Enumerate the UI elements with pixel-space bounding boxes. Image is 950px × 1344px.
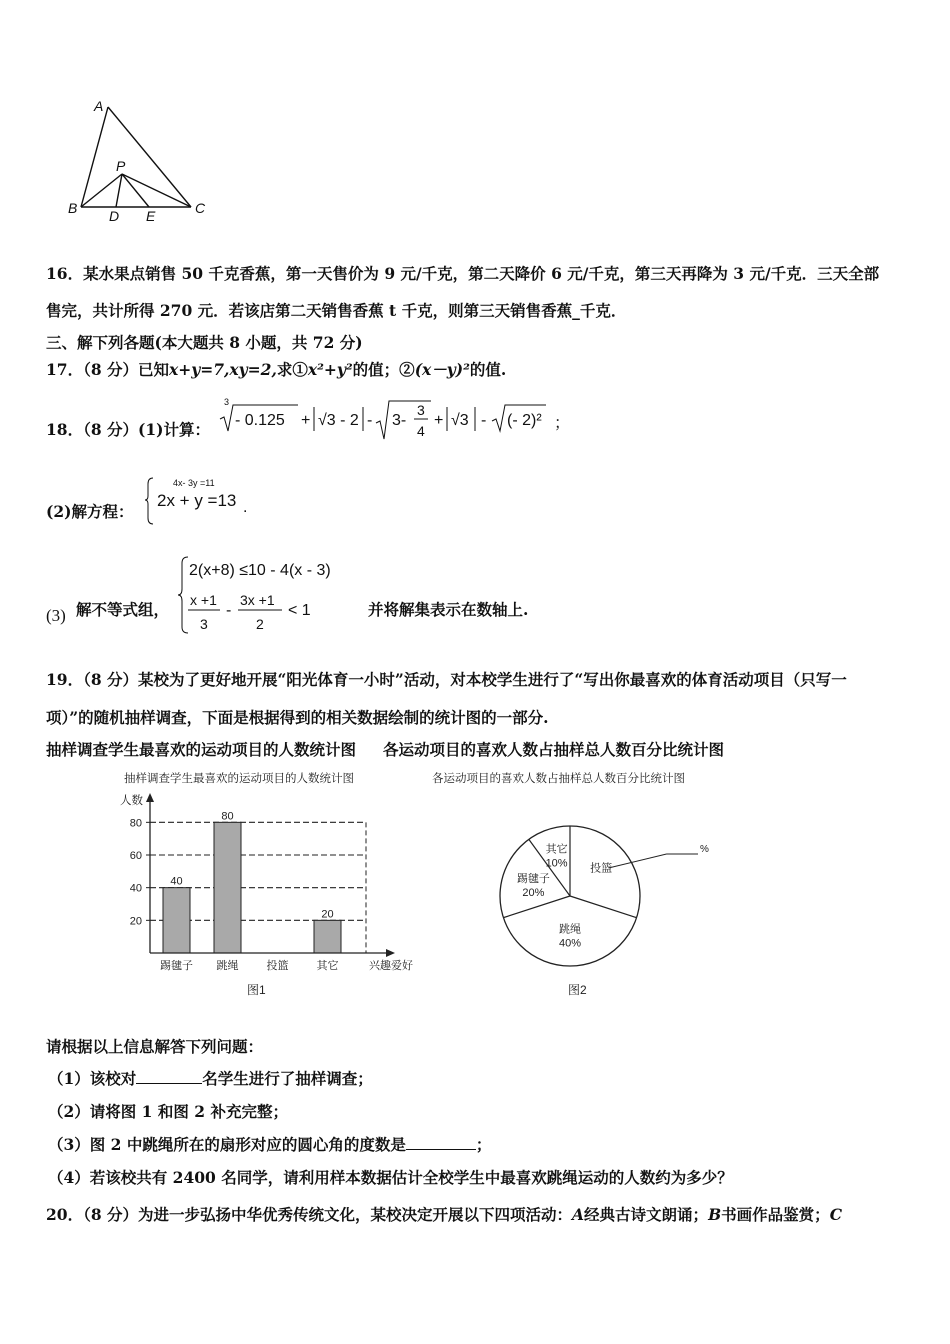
q18-ineq1: 2(x+8) ≤10 - 4(x - 3) bbox=[189, 562, 331, 579]
q20-text-c: 书画作品鉴赏； bbox=[721, 1205, 830, 1224]
bar-value-label: 20 bbox=[321, 908, 334, 921]
x-tick-label: 投篮 bbox=[266, 960, 289, 972]
q18-part3-num: (3) bbox=[46, 606, 66, 625]
q20-b: B bbox=[708, 1205, 722, 1224]
q18-ineq2-a-den: 3 bbox=[200, 616, 208, 632]
x-axis-arrow bbox=[386, 949, 395, 957]
q18-sys-end: . bbox=[243, 499, 248, 516]
q18-ineq2-tail: < 1 bbox=[288, 602, 311, 619]
q18-part2: (2)解方程： bbox=[46, 502, 134, 521]
q18-semicolon: ； bbox=[554, 415, 571, 432]
pie-slice-label: 投篮 bbox=[590, 862, 613, 875]
svg-text:-: - bbox=[367, 412, 373, 429]
q16-line2: 售完，共计所得 270 元．若该店第二天销售香蕉 t 千克，则第三天销售香蕉_千克． bbox=[46, 301, 627, 320]
vertex-b-label: B bbox=[68, 200, 78, 216]
x-tick-label: 踢毽子 bbox=[160, 960, 193, 972]
y-tick-label: 20 bbox=[129, 915, 142, 928]
vertex-p-label: P bbox=[116, 158, 126, 174]
pie-slice-value: 20% bbox=[522, 887, 545, 900]
pie-slice-label: 跳绳 bbox=[559, 923, 581, 936]
y-axis-arrow bbox=[146, 793, 154, 802]
q18-expression bbox=[216, 395, 576, 445]
q19-sub1 bbox=[48, 1067, 373, 1089]
q19-sub4: （4）若该校共有 2400 名同学，请利用样本数据估计全校学生中最喜欢跳绳运动的人数约为多少？ bbox=[48, 1168, 733, 1187]
q18-term2: √3 - 2 bbox=[318, 412, 359, 429]
pie-chart-title: 各运动项目的喜欢人数占抽样总人数百分比统计图 bbox=[432, 773, 685, 785]
q19-sub3-text: （3）图 2 中跳绳所在的扇形对应的圆心角的度数是 bbox=[48, 1135, 406, 1154]
q18-term4: √3 bbox=[451, 412, 469, 429]
section-heading: 三、解下列各题(本大题共 8 小题，共 72 分) bbox=[46, 333, 363, 352]
q17-prefix: 17．（8 分）已知 bbox=[46, 360, 170, 379]
pie-slice-label: 其它 bbox=[545, 843, 568, 856]
q18-term3-lead: 3- bbox=[392, 412, 407, 429]
bar-value-label: 80 bbox=[221, 810, 234, 823]
q20-text-b: 经典古诗文朗诵； bbox=[584, 1205, 709, 1224]
answer-blank-2[interactable] bbox=[406, 1135, 476, 1150]
q20-c: C bbox=[829, 1205, 843, 1224]
q17-cond: x+y=7,xy=2, bbox=[169, 360, 277, 379]
q19-sub2: （2）请将图 1 和图 2 补充完整； bbox=[48, 1102, 288, 1121]
q17-expr2: (x－y)² bbox=[414, 360, 470, 379]
pie-slice-value: 10% bbox=[545, 857, 568, 870]
q18-part1: (1)计算： bbox=[138, 420, 210, 439]
triangle-figure bbox=[60, 95, 220, 225]
q18-ineq2-a-num: x +1 bbox=[190, 592, 217, 608]
bar bbox=[163, 888, 190, 953]
bar-chart-caption: 图1 bbox=[247, 983, 266, 997]
q18-sys-top: 4x- 3y =11 bbox=[173, 478, 215, 488]
q18-part3-end: 并将解集表示在数轴上. bbox=[368, 600, 529, 619]
y-tick-label: 60 bbox=[129, 850, 142, 862]
bar-value-label: 40 bbox=[170, 875, 183, 888]
x-tick-label: 跳绳 bbox=[216, 960, 239, 972]
q17-sep: 的值；② bbox=[352, 360, 415, 379]
vertex-e-label: E bbox=[146, 208, 156, 224]
q19-sub3 bbox=[48, 1133, 491, 1155]
q19-sub1-b: 名学生进行了抽样调查； bbox=[202, 1069, 373, 1088]
q19-sub3-end: ； bbox=[475, 1135, 492, 1154]
vertex-d-label: D bbox=[109, 208, 120, 224]
bar-chart bbox=[110, 766, 420, 1006]
bar bbox=[214, 822, 241, 953]
pie-chart-caption: 图2 bbox=[568, 983, 587, 997]
vertex-a-label: A bbox=[94, 98, 104, 114]
q19-sub1-a: （1）该校对 bbox=[48, 1069, 137, 1088]
q17-end: 的值. bbox=[469, 360, 507, 379]
q20-text-a: 20．（8 分）为进一步弘扬中华优秀传统文化，某校决定开展以下四项活动： bbox=[46, 1205, 573, 1224]
q18-term3-num: 3 bbox=[417, 402, 425, 418]
svg-text:-: - bbox=[481, 412, 487, 429]
q18-cube-root: - 0.125 bbox=[235, 412, 285, 429]
q17 bbox=[46, 358, 506, 380]
x-axis-title: 兴趣爱好 bbox=[369, 960, 413, 972]
q18-part3: 解不等式组， bbox=[76, 600, 170, 619]
answer-blank-1[interactable] bbox=[136, 1069, 202, 1084]
vertex-c-label: C bbox=[195, 200, 206, 216]
q18-ineq2-b-den: 2 bbox=[256, 616, 264, 632]
q17-expr1: x²+y² bbox=[307, 360, 353, 379]
q19-captions: 抽样调查学生最喜欢的运动项目的人数统计图 各运动项目的喜欢人数占抽样总人数百分比统计图 bbox=[46, 740, 724, 759]
svg-text:+: + bbox=[434, 412, 444, 429]
q18-term5: (- 2)² bbox=[507, 412, 542, 429]
q19-line2: 项）”的随机抽样调查，下面是根据得到的相关数据绘制的统计图的一部分. bbox=[46, 708, 549, 727]
y-tick-label: 40 bbox=[129, 882, 142, 895]
q18-ineq2-b-num: 3x +1 bbox=[240, 592, 275, 608]
svg-text:+: + bbox=[301, 412, 311, 429]
bar bbox=[314, 920, 341, 953]
q18-sys-bottom: 2x + y =13 bbox=[157, 491, 237, 510]
q18-system bbox=[145, 476, 255, 526]
q19-intro: 请根据以上信息解答下列问题： bbox=[46, 1037, 264, 1056]
q18-label bbox=[46, 418, 210, 440]
pie-slice-value: 40% bbox=[558, 937, 582, 950]
q20 bbox=[46, 1203, 842, 1225]
q20-a: A bbox=[572, 1205, 585, 1224]
y-tick-label: 80 bbox=[129, 817, 142, 830]
q18-inequalities bbox=[178, 555, 378, 637]
svg-text:3: 3 bbox=[224, 397, 230, 407]
svg-text:-: - bbox=[226, 602, 232, 619]
pie-slice-label: 踢毽子 bbox=[516, 873, 550, 886]
q19-line1: 19．（8 分）某校为了更好地开展“阳光体育一小时”活动，对本校学生进行了“写出你最喜欢的体育活动项目（只写一 bbox=[46, 670, 847, 689]
x-tick-label: 其它 bbox=[316, 960, 339, 972]
pie-leader-label: % bbox=[700, 844, 709, 855]
bar-chart-title: 抽样调查学生最喜欢的运动项目的人数统计图 bbox=[124, 773, 354, 785]
pie-chart bbox=[430, 766, 740, 1006]
q17-mid: 求① bbox=[276, 360, 308, 379]
q16-line1: 16．某水果点销售 50 千克香蕉，第一天售价为 9 元/千克，第二天降价 6 元/千克，第三天再降为 3 元/千克．三天全部 bbox=[46, 264, 880, 283]
bar-chart-ylabel: 人数 bbox=[120, 795, 143, 807]
q18-term3-den: 4 bbox=[417, 423, 425, 439]
q18-prefix: 18．（8 分） bbox=[46, 420, 139, 439]
